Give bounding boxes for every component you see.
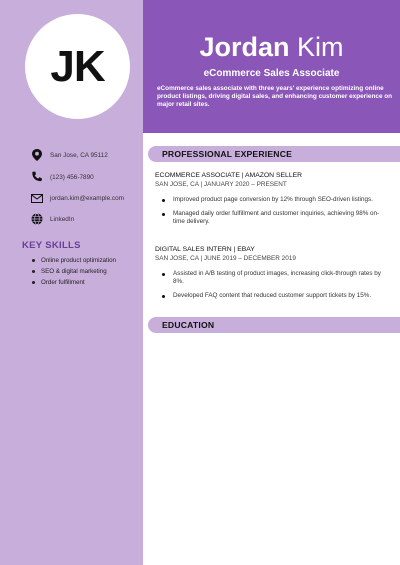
contact-email[interactable] [30,191,124,205]
phone-icon [30,170,44,184]
contact-phone [30,170,94,184]
skill-item: SEO & digital marketing [32,268,116,275]
education-heading: EDUCATION [162,320,215,330]
job-bullet: Improved product page conversion by 12% through SEO-driven listings. [160,196,390,204]
last-name: Kim [297,32,344,62]
experience-heading: PROFESSIONAL EXPERIENCE [162,149,293,159]
location-text: San Jose, CA 95112 [50,151,108,159]
avatar [25,14,130,119]
contact-linkedin[interactable] [30,212,74,226]
email-icon [30,191,44,205]
job-meta: SAN JOSE, CA | JANUARY 2020 – PRESENT [155,181,287,188]
contact-location [30,148,108,162]
job-bullet: Managed daily order fulfillment and customer inquiries, achieving 98% on-time delivery. [160,210,390,226]
first-name: Jordan [199,32,290,62]
skills-list [32,257,116,291]
job-bullets [160,270,390,307]
globe-icon [30,212,44,226]
job-bullet: Developed FAQ content that reduced customer support tickets by 15%. [160,292,390,300]
skill-item: Online product optimization [32,257,116,264]
profile-summary: eCommerce sales associate with three years' experience optimizing online product listings, driving digital sales, and enhancing customer experience on major retail sites. [157,85,393,108]
job-title: ECOMMERCE ASSOCIATE | AMAZON SELLER [155,172,303,179]
skill-item: Order fulfillment [32,279,116,286]
experience-section-bar [148,146,400,162]
job-headline: eCommerce Sales Associate [203,68,340,79]
candidate-name [143,30,400,64]
job-bullet: Assisted in A/B testing of product images, increasing click-through rates by 8%. [160,270,390,286]
skills-heading: KEY SKILLS [22,240,81,251]
email-link[interactable]: jordan.kim@example.com [50,194,124,202]
education-section-bar [148,317,400,333]
job-title: DIGITAL SALES INTERN | EBAY [155,246,255,253]
linkedin-link[interactable]: LinkedIn [50,215,75,223]
job-bullets [160,196,390,233]
phone-text: (123) 456-7890 [50,173,94,181]
job-meta: SAN JOSE, CA | JUNE 2019 – DECEMBER 2019 [155,255,296,262]
avatar-initials: JK [50,41,105,91]
location-pin-icon [30,148,44,162]
